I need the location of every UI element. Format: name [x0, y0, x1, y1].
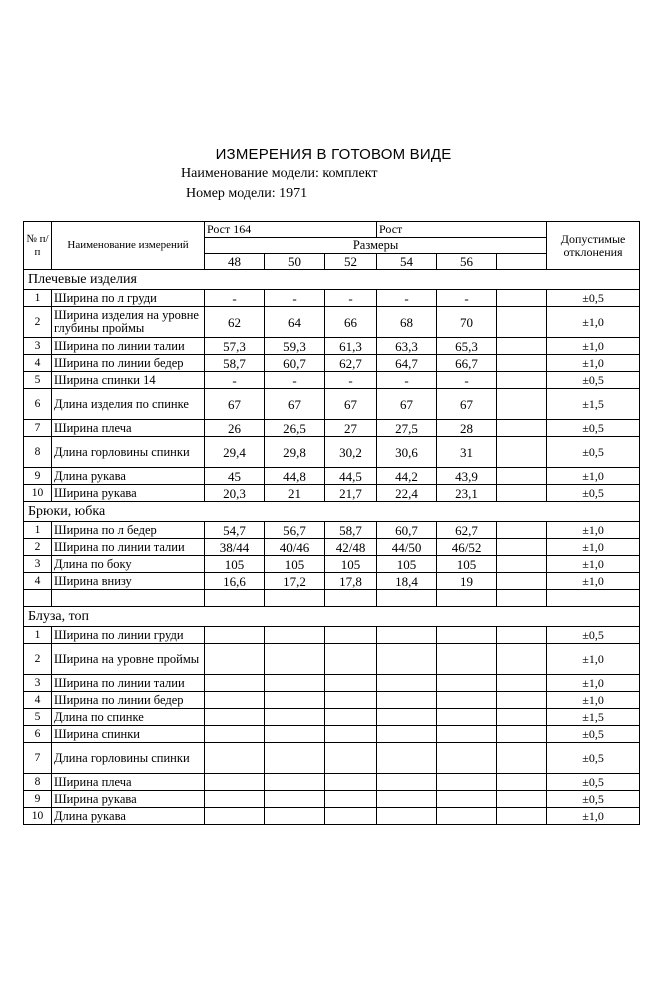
size-value: [377, 644, 437, 675]
empty-cell: [497, 468, 547, 485]
table-row: [24, 437, 640, 468]
tolerance-value: ±1,0: [547, 338, 640, 355]
empty-cell: [497, 791, 547, 808]
size-value: [205, 774, 265, 791]
row-number: 2: [24, 539, 52, 556]
empty-cell: [497, 675, 547, 692]
size-value: 63,3: [377, 338, 437, 355]
size-value: -: [437, 372, 497, 389]
tolerance-value: ±1,0: [547, 522, 640, 539]
size-value: 21: [265, 485, 325, 502]
table-row: [24, 743, 640, 774]
size-value: 18,4: [377, 573, 437, 590]
table-row: [24, 808, 640, 825]
header-measurement-name: Наименование измерений: [52, 222, 205, 270]
table-row: [24, 307, 640, 338]
tolerance-value: ±0,5: [547, 290, 640, 307]
size-value: [205, 743, 265, 774]
size-value: -: [265, 290, 325, 307]
tolerance-value: ±1,0: [547, 539, 640, 556]
table-row: [24, 726, 640, 743]
empty-cell: [497, 338, 547, 355]
size-value: [377, 743, 437, 774]
measurement-name: Ширина спинки 14: [52, 372, 205, 389]
empty-cell: [497, 437, 547, 468]
size-value: [377, 675, 437, 692]
size-value: [437, 774, 497, 791]
size-value: -: [377, 372, 437, 389]
size-value: 16,6: [205, 573, 265, 590]
size-value: 64,7: [377, 355, 437, 372]
size-value: [377, 726, 437, 743]
size-value: [377, 627, 437, 644]
size-value: [325, 808, 377, 825]
table-row: [24, 692, 640, 709]
size-value: 58,7: [325, 522, 377, 539]
tolerance-value: ±0,5: [547, 791, 640, 808]
row-number: 2: [24, 307, 52, 338]
row-number: 4: [24, 355, 52, 372]
size-value: [437, 791, 497, 808]
size-value: -: [325, 290, 377, 307]
empty-cell: [497, 573, 547, 590]
tolerance-value: ±1,0: [547, 808, 640, 825]
header-tolerance: Допустимые отклонения: [547, 222, 640, 270]
size-value: 23,1: [437, 485, 497, 502]
table-row: [24, 372, 640, 389]
size-value: 19: [437, 573, 497, 590]
size-value: -: [377, 290, 437, 307]
table-row: [24, 709, 640, 726]
size-value: 54,7: [205, 522, 265, 539]
tolerance-value: ±1,0: [547, 675, 640, 692]
size-header: 50: [265, 254, 325, 270]
size-value: [205, 644, 265, 675]
header-number: № п/ п: [24, 222, 52, 270]
size-value: [325, 644, 377, 675]
size-value: [377, 709, 437, 726]
size-value: 67: [265, 389, 325, 420]
row-number: 8: [24, 437, 52, 468]
empty-cell: [497, 355, 547, 372]
row-number: 8: [24, 774, 52, 791]
empty-cell: [497, 389, 547, 420]
row-number: 3: [24, 338, 52, 355]
table-row: [24, 355, 640, 372]
size-value: 61,3: [325, 338, 377, 355]
row-number: 5: [24, 372, 52, 389]
section-title: Брюки, юбка: [24, 502, 640, 522]
tolerance-value: ±0,5: [547, 420, 640, 437]
size-value: [325, 709, 377, 726]
size-value: 70: [437, 307, 497, 338]
size-header: 54: [377, 254, 437, 270]
empty-cell: [497, 522, 547, 539]
measurement-name: [52, 590, 205, 607]
measurement-name: Длина изделия по спинке: [52, 389, 205, 420]
measurement-name: Ширина рукава: [52, 485, 205, 502]
row-number: 9: [24, 468, 52, 485]
size-value: -: [265, 372, 325, 389]
row-number: 4: [24, 692, 52, 709]
header-sizes: Размеры: [205, 238, 547, 254]
table-row: [24, 644, 640, 675]
measurement-name: Длина рукава: [52, 808, 205, 825]
size-value: 105: [325, 556, 377, 573]
size-value: 46/52: [437, 539, 497, 556]
size-value: 21,7: [325, 485, 377, 502]
size-value: 65,3: [437, 338, 497, 355]
table-row: [24, 290, 640, 307]
section-row: [24, 270, 640, 290]
row-number: [24, 590, 52, 607]
size-value: -: [325, 372, 377, 389]
tolerance-value: ±0,5: [547, 774, 640, 791]
size-value: 29,4: [205, 437, 265, 468]
tolerance-value: ±1,5: [547, 389, 640, 420]
header-growth: Рост: [377, 222, 547, 238]
size-value: 26: [205, 420, 265, 437]
empty-cell: [497, 290, 547, 307]
table-row: [24, 573, 640, 590]
size-value: [325, 590, 377, 607]
size-value: [205, 692, 265, 709]
size-value: [265, 774, 325, 791]
size-value: [265, 726, 325, 743]
section-row: [24, 607, 640, 627]
row-number: 1: [24, 627, 52, 644]
empty-cell: [497, 726, 547, 743]
size-value: 17,8: [325, 573, 377, 590]
size-value: [377, 791, 437, 808]
size-header-empty: [497, 254, 547, 270]
size-value: [377, 590, 437, 607]
size-value: 64: [265, 307, 325, 338]
size-value: 29,8: [265, 437, 325, 468]
row-number: 10: [24, 808, 52, 825]
size-header: 48: [205, 254, 265, 270]
size-value: 62,7: [437, 522, 497, 539]
empty-cell: [497, 420, 547, 437]
row-number: 5: [24, 709, 52, 726]
size-value: 44,2: [377, 468, 437, 485]
empty-cell: [497, 692, 547, 709]
tolerance-value: ±1,0: [547, 355, 640, 372]
row-number: 7: [24, 743, 52, 774]
model-number: Номер модели: 1971: [186, 186, 308, 201]
tolerance-value: ±1,5: [547, 709, 640, 726]
tolerance-value: ±1,0: [547, 692, 640, 709]
empty-cell: [497, 307, 547, 338]
size-value: [325, 791, 377, 808]
size-value: -: [205, 290, 265, 307]
size-value: 67: [437, 389, 497, 420]
empty-cell: [497, 709, 547, 726]
measurement-name: Ширина спинки: [52, 726, 205, 743]
empty-cell: [497, 743, 547, 774]
size-value: [325, 726, 377, 743]
size-value: 42/48: [325, 539, 377, 556]
size-value: [265, 644, 325, 675]
size-value: 60,7: [377, 522, 437, 539]
row-number: 3: [24, 556, 52, 573]
measurement-name: Ширина рукава: [52, 791, 205, 808]
size-value: 17,2: [265, 573, 325, 590]
size-value: 68: [377, 307, 437, 338]
size-value: [205, 627, 265, 644]
size-value: 105: [437, 556, 497, 573]
empty-cell: [497, 627, 547, 644]
size-value: [265, 743, 325, 774]
size-value: 31: [437, 437, 497, 468]
table-row: [24, 468, 640, 485]
tolerance-value: ±0,5: [547, 485, 640, 502]
table-row: [24, 774, 640, 791]
measurement-name: Ширина по л бедер: [52, 522, 205, 539]
measurement-name: Длина рукава: [52, 468, 205, 485]
row-number: 7: [24, 420, 52, 437]
tolerance-value: ±0,5: [547, 743, 640, 774]
size-value: 43,9: [437, 468, 497, 485]
size-value: [437, 627, 497, 644]
section-title: Блуза, топ: [24, 607, 640, 627]
size-value: [325, 774, 377, 791]
size-value: 62,7: [325, 355, 377, 372]
size-value: [265, 692, 325, 709]
size-value: [437, 692, 497, 709]
measurements-table: [23, 221, 640, 825]
size-value: [205, 726, 265, 743]
size-value: [205, 590, 265, 607]
section-row: [24, 502, 640, 522]
tolerance-value: [547, 590, 640, 607]
size-value: [205, 675, 265, 692]
empty-cell: [497, 774, 547, 791]
measurement-name: Ширина по линии бедер: [52, 355, 205, 372]
tolerance-value: ±1,0: [547, 644, 640, 675]
tolerance-value: ±1,0: [547, 468, 640, 485]
measurement-name: Ширина изделия на уровне глубины проймы: [52, 307, 205, 338]
table-row: [24, 627, 640, 644]
empty-cell: [497, 485, 547, 502]
tolerance-value: ±0,5: [547, 726, 640, 743]
size-value: 105: [377, 556, 437, 573]
size-value: [437, 675, 497, 692]
table-row: [24, 791, 640, 808]
table-row: [24, 556, 640, 573]
row-number: 2: [24, 644, 52, 675]
measurement-name: Длина по спинке: [52, 709, 205, 726]
tolerance-value: ±0,5: [547, 627, 640, 644]
size-value: 30,2: [325, 437, 377, 468]
tolerance-value: ±1,0: [547, 573, 640, 590]
measurement-name: Ширина плеча: [52, 420, 205, 437]
size-value: 59,3: [265, 338, 325, 355]
measurement-name: Ширина плеча: [52, 774, 205, 791]
size-value: 66,7: [437, 355, 497, 372]
size-value: 38/44: [205, 539, 265, 556]
size-value: [325, 675, 377, 692]
empty-cell: [497, 808, 547, 825]
size-value: [437, 743, 497, 774]
size-value: 45: [205, 468, 265, 485]
size-value: 67: [325, 389, 377, 420]
size-value: [265, 590, 325, 607]
table-row: [24, 389, 640, 420]
size-value: [325, 743, 377, 774]
size-value: 28: [437, 420, 497, 437]
empty-cell: [497, 590, 547, 607]
size-value: 40/46: [265, 539, 325, 556]
table-row: [24, 590, 640, 607]
row-number: 6: [24, 389, 52, 420]
size-value: [437, 726, 497, 743]
row-number: 1: [24, 522, 52, 539]
size-value: 67: [377, 389, 437, 420]
table-row: [24, 539, 640, 556]
size-value: 60,7: [265, 355, 325, 372]
size-value: [205, 791, 265, 808]
size-value: [325, 627, 377, 644]
table-row: [24, 675, 640, 692]
document-title: ИЗМЕРЕНИЯ В ГОТОВОМ ВИДЕ: [215, 146, 452, 163]
size-value: [437, 709, 497, 726]
tolerance-value: ±0,5: [547, 437, 640, 468]
size-value: 67: [205, 389, 265, 420]
size-value: 105: [265, 556, 325, 573]
measurement-name: Ширина по линии талии: [52, 539, 205, 556]
measurement-name: Ширина по линии талии: [52, 675, 205, 692]
size-value: 58,7: [205, 355, 265, 372]
size-value: [377, 808, 437, 825]
empty-cell: [497, 539, 547, 556]
size-value: [377, 692, 437, 709]
size-value: [205, 808, 265, 825]
measurement-name: Ширина по линии талии: [52, 338, 205, 355]
size-header: 52: [325, 254, 377, 270]
measurement-name: Ширина на уровне проймы: [52, 644, 205, 675]
measurement-name: Ширина по линии груди: [52, 627, 205, 644]
row-number: 6: [24, 726, 52, 743]
size-value: 105: [205, 556, 265, 573]
section-title: Плечевые изделия: [24, 270, 640, 290]
size-value: 44,5: [325, 468, 377, 485]
measurement-name: Длина по боку: [52, 556, 205, 573]
measurement-name: Длина горловины спинки: [52, 743, 205, 774]
measurement-name: Ширина внизу: [52, 573, 205, 590]
tolerance-value: ±0,5: [547, 372, 640, 389]
model-name: Наименование модели: комплект: [181, 166, 378, 181]
size-value: [265, 808, 325, 825]
size-value: 44,8: [265, 468, 325, 485]
size-value: 30,6: [377, 437, 437, 468]
size-value: 22,4: [377, 485, 437, 502]
size-value: [437, 808, 497, 825]
size-value: [205, 709, 265, 726]
measurement-name: Ширина по л груди: [52, 290, 205, 307]
size-value: 20,3: [205, 485, 265, 502]
measurement-name: Ширина по линии бедер: [52, 692, 205, 709]
size-value: 27: [325, 420, 377, 437]
size-value: [377, 774, 437, 791]
size-value: 62: [205, 307, 265, 338]
size-value: [325, 692, 377, 709]
table-row: [24, 338, 640, 355]
size-value: [437, 644, 497, 675]
tolerance-value: ±1,0: [547, 307, 640, 338]
size-value: 57,3: [205, 338, 265, 355]
measurement-name: Длина горловины спинки: [52, 437, 205, 468]
empty-cell: [497, 556, 547, 573]
table-row: [24, 485, 640, 502]
size-value: [265, 675, 325, 692]
size-value: -: [205, 372, 265, 389]
size-value: 26,5: [265, 420, 325, 437]
empty-cell: [497, 644, 547, 675]
row-number: 4: [24, 573, 52, 590]
table-row: [24, 522, 640, 539]
row-number: 1: [24, 290, 52, 307]
size-value: 27,5: [377, 420, 437, 437]
table-row: [24, 420, 640, 437]
size-value: [265, 791, 325, 808]
size-value: 44/50: [377, 539, 437, 556]
size-header: 56: [437, 254, 497, 270]
row-number: 9: [24, 791, 52, 808]
size-value: 56,7: [265, 522, 325, 539]
row-number: 3: [24, 675, 52, 692]
header-growth-164: Рост 164: [205, 222, 377, 238]
size-value: -: [437, 290, 497, 307]
size-value: 66: [325, 307, 377, 338]
tolerance-value: ±1,0: [547, 556, 640, 573]
size-value: [265, 709, 325, 726]
empty-cell: [497, 372, 547, 389]
size-value: [437, 590, 497, 607]
row-number: 10: [24, 485, 52, 502]
size-value: [265, 627, 325, 644]
